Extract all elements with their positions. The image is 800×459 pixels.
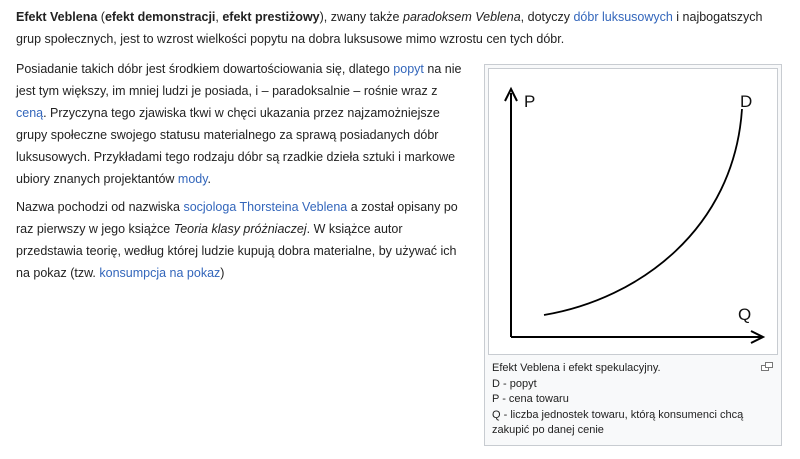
figure-thumbnail [484, 64, 782, 446]
figure-caption [492, 361, 772, 439]
caption-line-quantity: Q - liczba jednostek towaru, którą konsumenci chcą zakupić po danej cenie [492, 408, 744, 436]
link-fashion[interactable]: mody [177, 172, 208, 186]
y-axis-label: P [524, 92, 536, 111]
body-paragraph-1: Posiadanie takich dóbr jest środkiem dowartościowania się, dlatego popyt na nie jest tym większy, im mniej ludzi je posiada, i – paradoksalnie – rośnie wraz z ceną. Przyczyna tego zjawiska tkwi w chęci ukazania przez najzamożniejsze grupy społeczne swojego statusu materialnego za sprawą posiadanych dóbr luksusowych. Przykładami tego rodzaju dóbr są rzadkie dzieła sztuki i markowe ubiory znanych projektantów mody. [16, 62, 462, 186]
link-conspicuous-consumption[interactable]: konsumpcja na pokaz [99, 266, 221, 280]
caption-line-price: P - cena towaru [492, 393, 569, 405]
alt-name-2: efekt prestiżowy [222, 10, 320, 24]
curve-label: D [740, 92, 753, 111]
link-thorstein-veblen[interactable]: Thorsteina Veblena [239, 200, 348, 214]
demand-curve [544, 109, 742, 315]
link-sociologist[interactable]: socjologa [183, 200, 237, 214]
link-luxury-goods[interactable]: dóbr luksusowych [573, 10, 673, 24]
figure-image[interactable] [488, 68, 778, 355]
body-paragraph-2: Nazwa pochodzi od nazwiska socjologa Thorsteina Veblena a został opisany po raz pierwszy w jego książce Teoria klasy próżniaczej. W książce autor przedstawia teorię, według której ludzie kupują dobra materialne, by używać ich na pokaz (tzw. konsumpcja na pokaz) [16, 200, 458, 280]
caption-line-title: Efekt Veblena i efekt spekulacyjny. [492, 362, 661, 374]
intro-paragraph: Efekt Veblena (efekt demonstracji, efekt prestiżowy), zwany także paradoksem Veblena, dotyczy dóbr luksusowych i najbogatszych grup społecznych, jest to wzrost wielkości popytu na dobra luksusowe mimo wzrostu cen tych dóbr. [16, 10, 763, 46]
caption-line-demand: D - popyt [492, 377, 537, 390]
book-title: Teoria klasy próżniaczej [173, 222, 307, 236]
alt-name-1: efekt demonstracji [104, 10, 216, 24]
x-axis-label: Q [738, 305, 752, 324]
term-title: Efekt Veblena [16, 10, 98, 24]
alt-name-3: paradoksem Veblena [403, 10, 521, 24]
link-demand[interactable]: popyt [393, 62, 424, 76]
link-price[interactable]: ceną [16, 106, 44, 120]
veblen-demand-diagram [489, 69, 777, 354]
